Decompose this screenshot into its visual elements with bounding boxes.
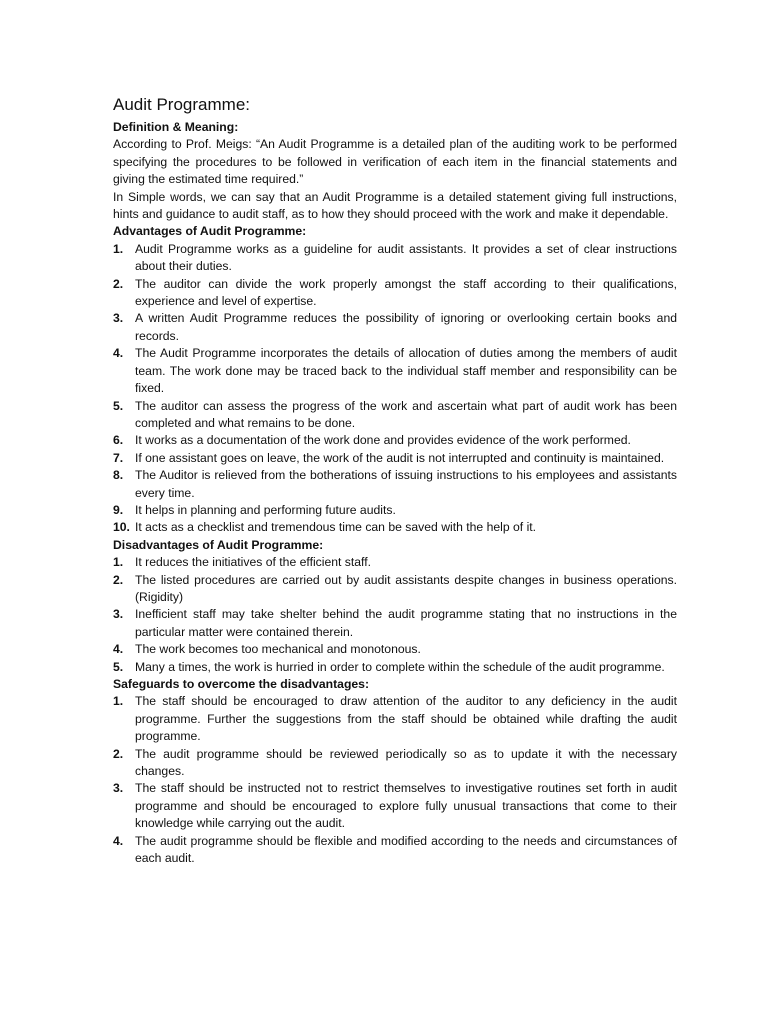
list-item: [113, 241, 677, 276]
list-text: The staff should be instructed not to restrict themselves to investigative routines set forth in audit programme and should be encouraged to explore fully unusual transactions that come to their knowledge while carrying out the audit.: [135, 781, 677, 831]
list-number: 1.: [113, 241, 124, 256]
list-text: The Audit Programme incorporates the details of allocation of duties among the members of audit team. The work done may be traced back to the individual staff member and responsibility can be fixed.: [135, 346, 677, 396]
list-number: 4.: [113, 346, 124, 361]
list-item: [113, 641, 677, 658]
list-text: A written Audit Programme reduces the possibility of ignoring or overlooking certain books and records.: [135, 311, 677, 343]
list-number: 4.: [113, 642, 124, 657]
list-text: Many a times, the work is hurried in order to complete within the schedule of the audit programme.: [135, 659, 665, 674]
list-number: 1.: [113, 555, 124, 570]
disadvantages-list: [113, 554, 677, 676]
list-number: 1.: [113, 694, 124, 709]
list-item: [113, 659, 677, 676]
list-number: 10.: [113, 520, 130, 535]
list-number: 8.: [113, 468, 124, 483]
list-number: 3.: [113, 607, 124, 622]
list-item: [113, 450, 677, 467]
list-number: 7.: [113, 450, 124, 465]
list-text: The audit programme should be flexible and modified according to the needs and circumstances of each audit.: [135, 833, 677, 866]
list-text: Inefficient staff may take shelter behind the audit programme stating that no instructions in the particular matter were contained therein.: [135, 607, 677, 639]
list-item: [113, 345, 677, 397]
definition-paragraph: According to Prof. Meigs: “An Audit Programme is a detailed plan of the auditing work to be performed specifying the procedures to be followed in verification of each item in the financial statements and giving the estimated time required.”: [113, 137, 677, 187]
list-number: 9.: [113, 502, 124, 517]
list-item: [113, 746, 677, 781]
definition-heading: Definition & Meaning:: [113, 120, 239, 134]
safeguards-heading: Safeguards to overcome the disadvantages:: [113, 677, 370, 691]
list-text: Audit Programme works as a guideline for audit assistants. It provides a set of clear instructions about their duties.: [135, 241, 677, 274]
list-item: [113, 502, 677, 519]
list-number: 6.: [113, 433, 124, 448]
document-page: [113, 95, 677, 867]
list-number: 2.: [113, 746, 124, 761]
list-item: [113, 276, 677, 311]
list-text: If one assistant goes on leave, the work of the audit is not interrupted and continuity is maintained.: [135, 450, 665, 465]
list-item: [113, 693, 677, 745]
list-item: [113, 398, 677, 433]
safeguards-list: [113, 693, 677, 867]
page-title: Audit Programme:: [113, 95, 250, 114]
list-item: [113, 606, 677, 641]
list-number: 2.: [113, 572, 124, 587]
list-text: It reduces the initiatives of the efficient staff.: [135, 555, 371, 570]
list-item: [113, 780, 677, 832]
list-text: It helps in planning and performing future audits.: [135, 502, 396, 517]
list-text: It works as a documentation of the work done and provides evidence of the work performed.: [135, 433, 631, 448]
list-item: [113, 572, 677, 607]
list-number: 5.: [113, 398, 124, 413]
definition-paragraph: In Simple words, we can say that an Audit Programme is a detailed statement giving full instructions, hints and guidance to audit staff, as to how they should proceed with the work and make it dependable.: [113, 189, 677, 222]
list-text: The audit programme should be reviewed periodically so as to update it with the necessary changes.: [135, 746, 677, 779]
list-number: 3.: [113, 781, 124, 796]
disadvantages-heading: Disadvantages of Audit Programme:: [113, 537, 324, 552]
list-number: 4.: [113, 833, 124, 848]
list-number: 2.: [113, 276, 124, 291]
list-text: The Auditor is relieved from the botherations of issuing instructions to his employees and assistants every time.: [135, 468, 677, 500]
list-text: The listed procedures are carried out by audit assistants despite changes in business operations. (Rigidity): [135, 572, 677, 604]
list-text: The staff should be encouraged to draw attention of the auditor to any deficiency in the audit programme. Further the suggestions from the staff should be obtained while drafting the audit programme.: [135, 694, 677, 744]
list-text: The work becomes too mechanical and monotonous.: [135, 642, 421, 657]
list-item: [113, 467, 677, 502]
list-number: 5.: [113, 659, 124, 674]
list-item: [113, 554, 677, 571]
list-number: 3.: [113, 311, 124, 326]
list-item: [113, 310, 677, 345]
list-text: It acts as a checklist and tremendous time can be saved with the help of it.: [135, 520, 537, 535]
list-item: [113, 833, 677, 868]
advantages-heading: Advantages of Audit Programme:: [113, 224, 307, 239]
list-text: The auditor can divide the work properly amongst the staff according to their qualifications, experience and level of expertise.: [135, 276, 677, 309]
advantages-list: [113, 241, 677, 537]
list-item: [113, 432, 677, 449]
list-item: [113, 519, 677, 536]
list-text: The auditor can assess the progress of the work and ascertain what part of audit work has been completed and what remains to be done.: [135, 398, 677, 430]
